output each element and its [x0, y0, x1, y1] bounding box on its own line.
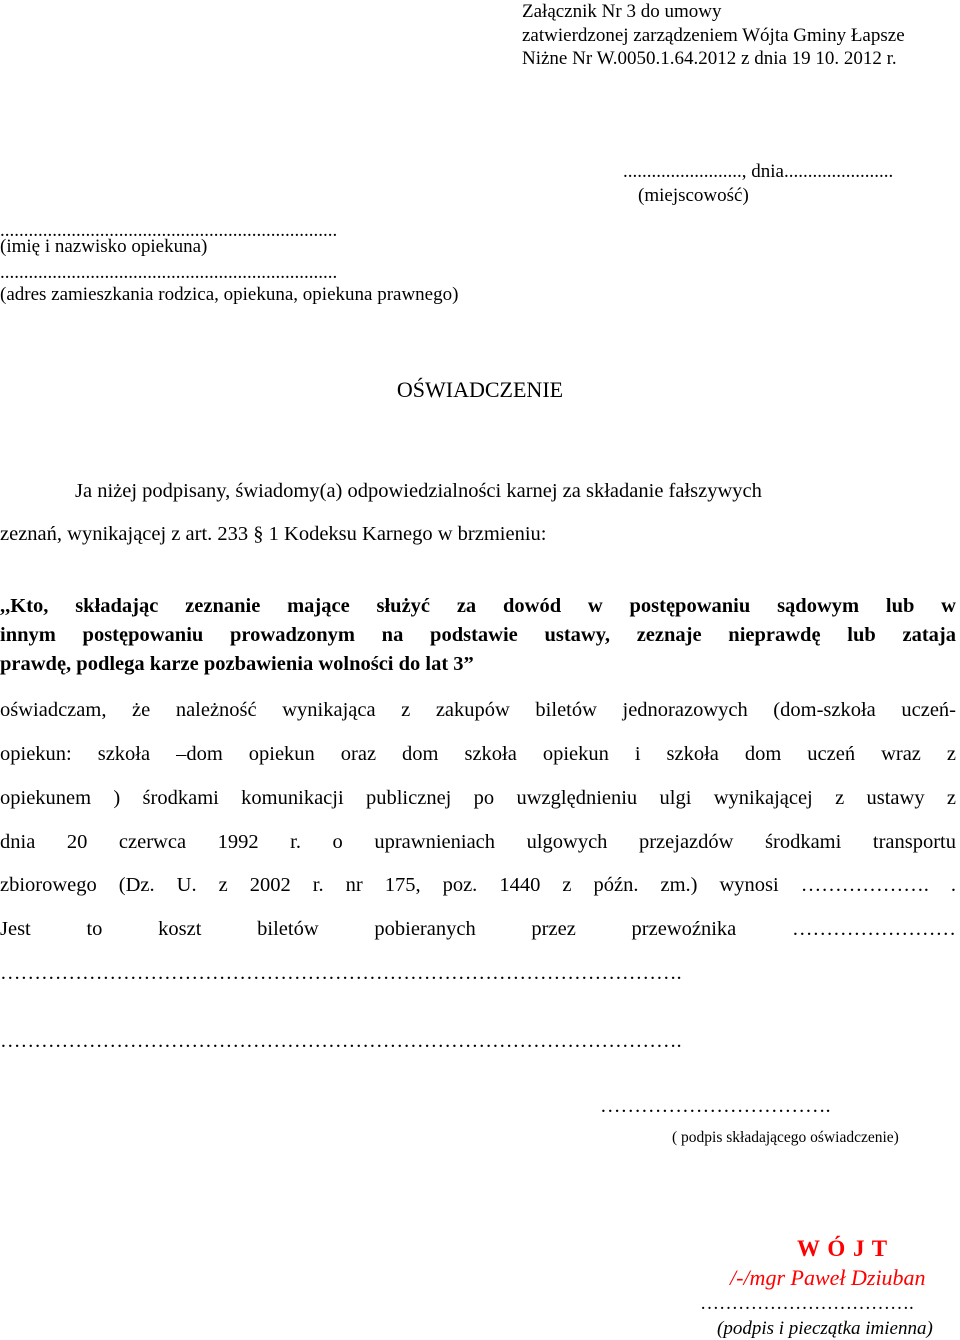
- quote-line-2: innym postępowaniu prowadzonym na podstawie ustawy, zeznaje nieprawdę lub zataja: [0, 624, 956, 646]
- declaration-dots-1: ……………………………………………………………………………………….: [0, 962, 682, 984]
- intro-line-2: zeznań, wynikającej z art. 233 § 1 Kodeksu Karnego w brzmieniu:: [0, 523, 547, 545]
- wojt-title: W Ó J T: [797, 1236, 889, 1261]
- declarant-signature-label: ( podpis składającego oświadczenie): [672, 1129, 899, 1146]
- declarant-signature-dots: …………………………….: [600, 1095, 831, 1117]
- declaration-line-5: zbiorowego (Dz. U. z 2002 r. nr 175, poz. 1440 z późn. zm.) wynosi ………………. .: [0, 874, 956, 896]
- place-label: (miejscowość): [638, 185, 749, 206]
- quote-line-3: prawdę, podlega karze pozbawienia wolności do lat 3”: [0, 653, 474, 675]
- annex-line-2: zatwierdzonej zarządzeniem Wójta Gminy Łapsze: [522, 24, 905, 46]
- declaration-line-1: oświadczam, że należność wynikająca z zakupów biletów jednorazowych (dom-szkoła uczeń-: [0, 699, 956, 721]
- intro-line-1: Ja niżej podpisany, świadomy(a) odpowiedzialności karnej za składanie fałszywych: [75, 480, 762, 502]
- quote-line-1: ,,Kto, składając zeznanie mające służyć za dowód w postępowaniu sądowym lub w: [0, 595, 956, 617]
- annex-header: [522, 0, 905, 71]
- declaration-dots-2: ……………………………………………………………………………………….: [0, 1030, 682, 1052]
- declaration-line-4: dnia 20 czerwca 1992 r. o uprawnieniach ulgowych przejazdów środkami transportu: [0, 831, 956, 853]
- guardian-name-dots: .......................................................................: [0, 220, 338, 241]
- guardian-address-dots: .......................................................................: [0, 262, 338, 283]
- declaration-line-3: opiekunem ) środkami komunikacji publicznej po uwzględnieniu ulgi wynikającej z ustawy z: [0, 787, 956, 809]
- wojt-name: /-/mgr Paweł Dziuban: [730, 1265, 926, 1290]
- legal-quote: [0, 592, 956, 679]
- annex-line-3: Niżne Nr W.0050.1.64.2012 z dnia 19 10. 2012 r.: [522, 48, 897, 69]
- wojt-signature-dots: …………………………….: [700, 1293, 914, 1314]
- document-title: OŚWIADCZENIE: [396, 377, 564, 402]
- declaration-line-6: Jest to koszt biletów pobieranych przez przewoźnika ……………………: [0, 918, 956, 940]
- annex-line-1: Załącznik Nr 3 do umowy: [522, 1, 722, 22]
- place-date-field: ........................., dnia.......................: [623, 161, 894, 182]
- declaration-line-2: opiekun: szkoła –dom opiekun oraz dom szkoła opiekun i szkoła dom uczeń wraz z: [0, 743, 956, 765]
- guardian-name-label: (imię i nazwisko opiekuna): [0, 236, 208, 257]
- wojt-signature-label: (podpis i pieczątka imienna): [717, 1318, 933, 1339]
- guardian-address-label: (adres zamieszkania rodzica, opiekuna, opiekuna prawnego): [0, 284, 459, 305]
